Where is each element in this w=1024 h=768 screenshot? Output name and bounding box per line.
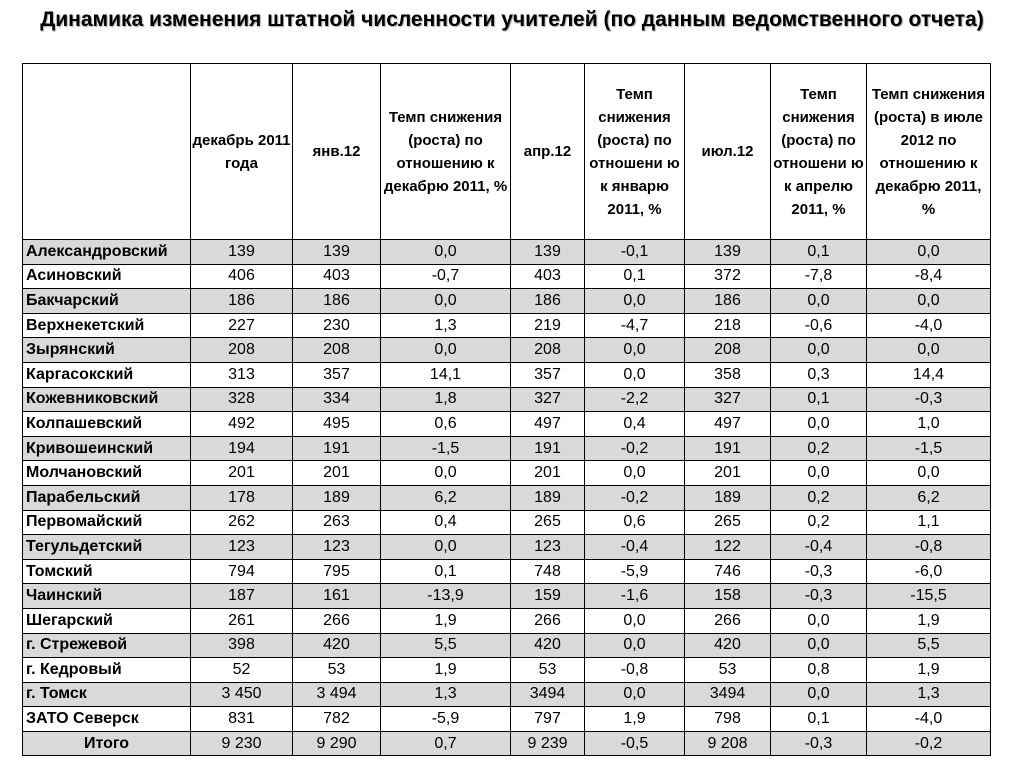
cell-rate-vs-jan: -0,2 — [585, 436, 685, 461]
table-row — [23, 240, 991, 265]
cell-rate-vs-jan: 0,0 — [585, 461, 685, 486]
cell-rate-vs-apr: 0,0 — [771, 633, 867, 658]
cell-jan-2012: 123 — [293, 535, 381, 560]
cell-rate-vs-dec: -13,9 — [381, 584, 511, 609]
cell-rate-vs-jan: 0,0 — [585, 289, 685, 314]
cell-rate-jul-vs-dec: 5,5 — [867, 633, 991, 658]
cell-dec-2011: 186 — [191, 289, 293, 314]
staff-table — [22, 63, 991, 756]
cell-dec-2011: 3 450 — [191, 682, 293, 707]
cell-apr-2012: 208 — [511, 338, 585, 363]
cell-rate-vs-jan: -0,8 — [585, 658, 685, 683]
cell-dec-2011: 9 230 — [191, 731, 293, 756]
cell-rate-jul-vs-dec: -0,3 — [867, 387, 991, 412]
cell-rate-vs-dec: 0,4 — [381, 510, 511, 535]
header-cell-region — [23, 64, 191, 240]
cell-rate-vs-dec: -1,5 — [381, 436, 511, 461]
table-row — [23, 461, 991, 486]
cell-jul-2012: 189 — [685, 485, 771, 510]
cell-apr-2012: 748 — [511, 559, 585, 584]
cell-rate-vs-apr: 0,0 — [771, 461, 867, 486]
cell-dec-2011: 831 — [191, 707, 293, 732]
table-row — [23, 313, 991, 338]
cell-rate-jul-vs-dec: 6,2 — [867, 485, 991, 510]
table-row — [23, 289, 991, 314]
cell-rate-vs-dec: -5,9 — [381, 707, 511, 732]
cell-apr-2012: 186 — [511, 289, 585, 314]
header-cell-apr-2012: апр.12 — [511, 64, 585, 240]
cell-rate-vs-apr: 0,2 — [771, 510, 867, 535]
cell-rate-vs-jan: 0,0 — [585, 633, 685, 658]
cell-rate-vs-dec: 1,8 — [381, 387, 511, 412]
cell-rate-jul-vs-dec: -4,0 — [867, 707, 991, 732]
table-row — [23, 707, 991, 732]
cell-rate-vs-dec: 0,0 — [381, 289, 511, 314]
header-cell-rate-jul-vs-dec: Темп снижения (роста) в июле 2012 по отношению к декабрю 2011, % — [867, 64, 991, 240]
cell-rate-jul-vs-dec: -6,0 — [867, 559, 991, 584]
cell-rate-vs-jan: -4,7 — [585, 313, 685, 338]
table-row — [23, 510, 991, 535]
cell-jul-2012: 746 — [685, 559, 771, 584]
cell-jul-2012: 158 — [685, 584, 771, 609]
cell-jan-2012: 782 — [293, 707, 381, 732]
cell-rate-vs-apr: 0,1 — [771, 387, 867, 412]
cell-rate-vs-dec: 14,1 — [381, 362, 511, 387]
cell-rate-jul-vs-dec: 0,0 — [867, 338, 991, 363]
table-row — [23, 608, 991, 633]
cell-rate-jul-vs-dec: -4,0 — [867, 313, 991, 338]
table-row — [23, 485, 991, 510]
cell-rate-vs-dec: 0,7 — [381, 731, 511, 756]
cell-rate-vs-dec: 1,3 — [381, 682, 511, 707]
cell-region-name: Молчановский — [23, 461, 191, 486]
table-row — [23, 338, 991, 363]
cell-rate-vs-dec: 1,3 — [381, 313, 511, 338]
cell-rate-jul-vs-dec: 1,9 — [867, 608, 991, 633]
table-row — [23, 412, 991, 437]
cell-apr-2012: 139 — [511, 240, 585, 265]
header-cell-rate-vs-jan: Темп снижения (роста) по отношени ю к январю 2011, % — [585, 64, 685, 240]
cell-jan-2012: 9 290 — [293, 731, 381, 756]
cell-rate-vs-dec: 0,0 — [381, 461, 511, 486]
cell-dec-2011: 227 — [191, 313, 293, 338]
cell-jan-2012: 795 — [293, 559, 381, 584]
cell-apr-2012: 191 — [511, 436, 585, 461]
cell-rate-vs-jan: 0,4 — [585, 412, 685, 437]
cell-region-name: Шегарский — [23, 608, 191, 633]
cell-apr-2012: 123 — [511, 535, 585, 560]
cell-rate-vs-apr: -7,8 — [771, 264, 867, 289]
cell-dec-2011: 261 — [191, 608, 293, 633]
cell-rate-jul-vs-dec: -8,4 — [867, 264, 991, 289]
cell-rate-jul-vs-dec: 1,9 — [867, 658, 991, 683]
cell-apr-2012: 53 — [511, 658, 585, 683]
cell-region-name: ЗАТО Северск — [23, 707, 191, 732]
cell-rate-vs-jan: -0,5 — [585, 731, 685, 756]
cell-rate-jul-vs-dec: -0,2 — [867, 731, 991, 756]
cell-region-name: Каргасокский — [23, 362, 191, 387]
cell-rate-vs-apr: 0,2 — [771, 485, 867, 510]
cell-jul-2012: 497 — [685, 412, 771, 437]
cell-apr-2012: 420 — [511, 633, 585, 658]
cell-region-name: Александровский — [23, 240, 191, 265]
cell-region-name: Колпашевский — [23, 412, 191, 437]
header-cell-jul-2012: июл.12 — [685, 64, 771, 240]
cell-jul-2012: 327 — [685, 387, 771, 412]
cell-jul-2012: 201 — [685, 461, 771, 486]
cell-region-name: г. Кедровый — [23, 658, 191, 683]
cell-jul-2012: 3494 — [685, 682, 771, 707]
cell-apr-2012: 797 — [511, 707, 585, 732]
cell-rate-vs-dec: 0,0 — [381, 338, 511, 363]
cell-rate-vs-apr: -0,4 — [771, 535, 867, 560]
cell-rate-vs-apr: 0,1 — [771, 240, 867, 265]
cell-rate-vs-dec: 1,9 — [381, 608, 511, 633]
cell-rate-jul-vs-dec: -0,8 — [867, 535, 991, 560]
cell-apr-2012: 189 — [511, 485, 585, 510]
cell-jul-2012: 420 — [685, 633, 771, 658]
cell-dec-2011: 406 — [191, 264, 293, 289]
cell-jan-2012: 263 — [293, 510, 381, 535]
cell-rate-vs-jan: -0,4 — [585, 535, 685, 560]
cell-apr-2012: 9 239 — [511, 731, 585, 756]
table-row — [23, 436, 991, 461]
cell-dec-2011: 794 — [191, 559, 293, 584]
cell-rate-jul-vs-dec: 1,3 — [867, 682, 991, 707]
cell-jul-2012: 266 — [685, 608, 771, 633]
cell-rate-vs-jan: 1,9 — [585, 707, 685, 732]
cell-jan-2012: 201 — [293, 461, 381, 486]
cell-region-name: Зырянский — [23, 338, 191, 363]
cell-region-name: Итого — [23, 731, 191, 756]
cell-jan-2012: 208 — [293, 338, 381, 363]
cell-rate-vs-jan: 0,1 — [585, 264, 685, 289]
cell-dec-2011: 201 — [191, 461, 293, 486]
cell-apr-2012: 201 — [511, 461, 585, 486]
cell-rate-jul-vs-dec: -15,5 — [867, 584, 991, 609]
cell-dec-2011: 187 — [191, 584, 293, 609]
cell-jul-2012: 9 208 — [685, 731, 771, 756]
cell-rate-vs-apr: -0,6 — [771, 313, 867, 338]
cell-jul-2012: 53 — [685, 658, 771, 683]
cell-jan-2012: 420 — [293, 633, 381, 658]
cell-rate-vs-jan: -0,1 — [585, 240, 685, 265]
cell-rate-vs-jan: 0,6 — [585, 510, 685, 535]
cell-rate-vs-dec: 0,0 — [381, 535, 511, 560]
cell-dec-2011: 398 — [191, 633, 293, 658]
cell-jan-2012: 186 — [293, 289, 381, 314]
header-cell-dec-2011: декабрь 2011 года — [191, 64, 293, 240]
cell-apr-2012: 403 — [511, 264, 585, 289]
table-row — [23, 264, 991, 289]
cell-rate-vs-apr: 0,0 — [771, 338, 867, 363]
cell-rate-vs-dec: 0,0 — [381, 240, 511, 265]
cell-jan-2012: 495 — [293, 412, 381, 437]
header-cell-rate-vs-dec: Темп снижения (роста) по отношению к декабрю 2011, % — [381, 64, 511, 240]
cell-region-name: Асиновский — [23, 264, 191, 289]
cell-jan-2012: 161 — [293, 584, 381, 609]
cell-jul-2012: 191 — [685, 436, 771, 461]
cell-rate-vs-apr: 0,0 — [771, 289, 867, 314]
cell-dec-2011: 123 — [191, 535, 293, 560]
table-row — [23, 362, 991, 387]
table-total-row — [23, 731, 991, 756]
table-row — [23, 535, 991, 560]
cell-rate-vs-apr: 0,2 — [771, 436, 867, 461]
cell-dec-2011: 328 — [191, 387, 293, 412]
cell-jan-2012: 266 — [293, 608, 381, 633]
cell-apr-2012: 3494 — [511, 682, 585, 707]
cell-jul-2012: 218 — [685, 313, 771, 338]
cell-rate-vs-apr: 0,0 — [771, 682, 867, 707]
cell-rate-vs-apr: 0,1 — [771, 707, 867, 732]
cell-rate-vs-jan: -2,2 — [585, 387, 685, 412]
cell-jan-2012: 189 — [293, 485, 381, 510]
cell-jan-2012: 53 — [293, 658, 381, 683]
cell-rate-jul-vs-dec: 14,4 — [867, 362, 991, 387]
cell-jul-2012: 358 — [685, 362, 771, 387]
cell-rate-vs-apr: 0,8 — [771, 658, 867, 683]
cell-jan-2012: 403 — [293, 264, 381, 289]
cell-apr-2012: 327 — [511, 387, 585, 412]
cell-dec-2011: 208 — [191, 338, 293, 363]
cell-rate-jul-vs-dec: -1,5 — [867, 436, 991, 461]
table-row — [23, 387, 991, 412]
cell-rate-vs-apr: 0,3 — [771, 362, 867, 387]
cell-jul-2012: 186 — [685, 289, 771, 314]
cell-jul-2012: 208 — [685, 338, 771, 363]
cell-rate-vs-jan: -0,2 — [585, 485, 685, 510]
table-body — [23, 240, 991, 756]
cell-rate-vs-jan: 0,0 — [585, 338, 685, 363]
cell-region-name: Чаинский — [23, 584, 191, 609]
table-row — [23, 633, 991, 658]
table-row — [23, 584, 991, 609]
cell-dec-2011: 139 — [191, 240, 293, 265]
cell-jan-2012: 334 — [293, 387, 381, 412]
cell-dec-2011: 313 — [191, 362, 293, 387]
cell-jan-2012: 3 494 — [293, 682, 381, 707]
cell-region-name: Верхнекетский — [23, 313, 191, 338]
cell-rate-jul-vs-dec: 1,1 — [867, 510, 991, 535]
cell-rate-vs-dec: 0,1 — [381, 559, 511, 584]
cell-jan-2012: 139 — [293, 240, 381, 265]
cell-rate-vs-jan: 0,0 — [585, 362, 685, 387]
cell-region-name: г. Томск — [23, 682, 191, 707]
cell-dec-2011: 492 — [191, 412, 293, 437]
cell-jul-2012: 372 — [685, 264, 771, 289]
cell-region-name: Кривошеинский — [23, 436, 191, 461]
cell-jul-2012: 122 — [685, 535, 771, 560]
table-row — [23, 682, 991, 707]
header-cell-jan-2012: янв.12 — [293, 64, 381, 240]
cell-rate-jul-vs-dec: 0,0 — [867, 461, 991, 486]
cell-apr-2012: 219 — [511, 313, 585, 338]
cell-rate-vs-jan: -5,9 — [585, 559, 685, 584]
cell-rate-vs-dec: -0,7 — [381, 264, 511, 289]
cell-rate-vs-jan: 0,0 — [585, 682, 685, 707]
cell-rate-vs-apr: 0,0 — [771, 412, 867, 437]
cell-region-name: Первомайский — [23, 510, 191, 535]
cell-rate-vs-dec: 0,6 — [381, 412, 511, 437]
cell-apr-2012: 497 — [511, 412, 585, 437]
table-row — [23, 559, 991, 584]
cell-dec-2011: 52 — [191, 658, 293, 683]
cell-region-name: Кожевниковский — [23, 387, 191, 412]
cell-jan-2012: 357 — [293, 362, 381, 387]
page-title: Динамика изменения штатной численности учителей (по данным ведомственного отчета) — [40, 8, 984, 31]
cell-rate-vs-apr: -0,3 — [771, 731, 867, 756]
cell-rate-vs-dec: 1,9 — [381, 658, 511, 683]
cell-region-name: Бакчарский — [23, 289, 191, 314]
cell-jan-2012: 230 — [293, 313, 381, 338]
table-header-row — [23, 64, 991, 240]
header-cell-rate-vs-apr: Темп снижения (роста) по отношени ю к апрелю 2011, % — [771, 64, 867, 240]
cell-region-name: г. Стрежевой — [23, 633, 191, 658]
cell-region-name: Парабельский — [23, 485, 191, 510]
cell-region-name: Томский — [23, 559, 191, 584]
cell-rate-jul-vs-dec: 0,0 — [867, 289, 991, 314]
cell-jul-2012: 265 — [685, 510, 771, 535]
table-row — [23, 658, 991, 683]
cell-jul-2012: 139 — [685, 240, 771, 265]
cell-jul-2012: 798 — [685, 707, 771, 732]
cell-region-name: Тегульдетский — [23, 535, 191, 560]
cell-rate-vs-dec: 6,2 — [381, 485, 511, 510]
cell-rate-vs-jan: 0,0 — [585, 608, 685, 633]
cell-apr-2012: 265 — [511, 510, 585, 535]
cell-rate-vs-apr: -0,3 — [771, 584, 867, 609]
cell-apr-2012: 357 — [511, 362, 585, 387]
cell-rate-vs-jan: -1,6 — [585, 584, 685, 609]
cell-jan-2012: 191 — [293, 436, 381, 461]
cell-rate-jul-vs-dec: 1,0 — [867, 412, 991, 437]
cell-apr-2012: 266 — [511, 608, 585, 633]
cell-rate-vs-apr: 0,0 — [771, 608, 867, 633]
cell-rate-vs-dec: 5,5 — [381, 633, 511, 658]
cell-rate-vs-apr: -0,3 — [771, 559, 867, 584]
cell-dec-2011: 194 — [191, 436, 293, 461]
cell-apr-2012: 159 — [511, 584, 585, 609]
cell-dec-2011: 178 — [191, 485, 293, 510]
cell-rate-jul-vs-dec: 0,0 — [867, 240, 991, 265]
cell-dec-2011: 262 — [191, 510, 293, 535]
